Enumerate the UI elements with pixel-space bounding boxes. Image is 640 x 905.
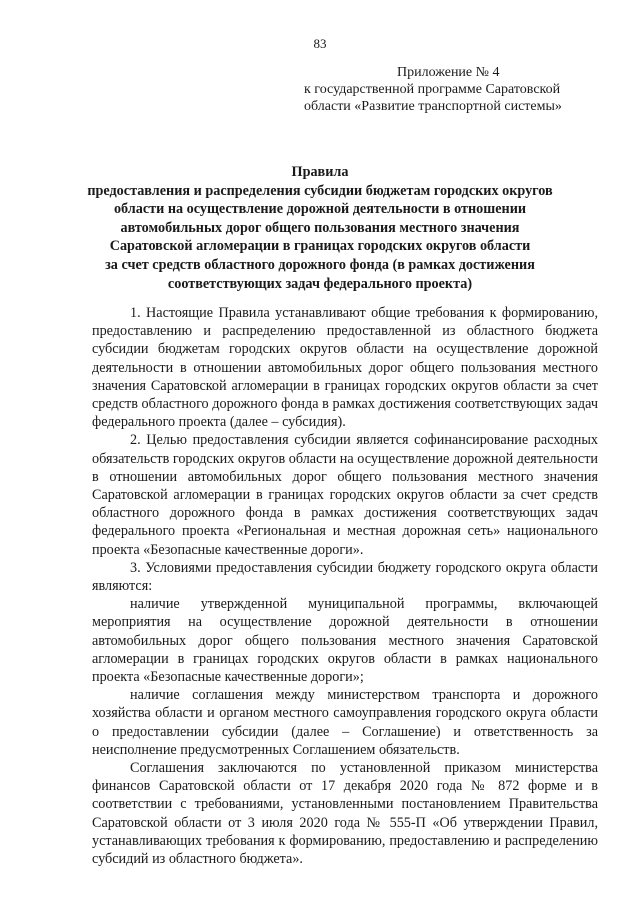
rules-title-line: автомобильных дорог общего пользования местного значения xyxy=(120,219,520,236)
annex-line-1: к государственной программе Саратовской xyxy=(304,82,561,97)
rules-title xyxy=(70,163,570,293)
rules-title-line: за счет средств областного дорожного фонда (в рамках достижения xyxy=(105,256,535,273)
rules-title-line: Саратовской агломерации в границах городских округов области xyxy=(109,238,531,255)
rules-title-line: области на осуществление дорожной деятельности в отношении xyxy=(113,201,527,218)
annex-block xyxy=(304,64,604,115)
rules-title-line: соответствующих задач федерального проекта) xyxy=(167,275,473,292)
paragraph-condition-2: наличие соглашения между министерством транспорта и дорожного хозяйства области и органом местного самоуправления городского округа области о предоставлении субсидии (далее – Соглашение) и ответственность за неисполнение предусмотренных Соглашением обязательств. xyxy=(92,687,598,758)
annex-line-2: области «Развитие транспортной системы» xyxy=(304,99,562,114)
document-body xyxy=(92,304,598,868)
paragraph-1: 1. Настоящие Правила устанавливают общие требования к формированию, предоставлению и распределению предоставленной из областного бюджета субсидии бюджетам городских округов области на осуществление дорожной деятельности в отношении автомобильных дорог общего пользования местного значения Саратовской агломерации в границах городских округов области за счет средств областного дорожного фонда в рамках достижения соответствующих задач федерального проекта (далее – субсидия). xyxy=(92,305,598,431)
rules-title-line: предоставления и распределения субсидии бюджетам городских округов xyxy=(87,182,553,199)
rules-title-line: Правила xyxy=(291,164,349,180)
annex-title: Приложение № 4 xyxy=(397,65,500,80)
paragraph-condition-1: наличие утвержденной муниципальной программы, включающей мероприятия на осуществление дорожной деятельности в отношении автомобильных дорог общего пользования местного значения Саратовской агломерации в границах городских округов области в рамках национального проекта «Безопасные качественные дороги»; xyxy=(92,596,598,686)
paragraph-2: 2. Целью предоставления субсидии является софинансирование расходных обязательств городских округов области на осуществление дорожной деятельности в отношении автомобильных дорог общего пользования местного значения Саратовской агломерации в границах городских округов области за счет средств областного дорожного фонда в рамках достижения соответствующих задач федерального проекта «Региональная и местная дорожная сеть» национального проекта «Безопасные качественные дороги». xyxy=(92,432,598,558)
paragraph-agreements: Соглашения заключаются по установленной приказом министерства финансов Саратовской области от 17 декабря 2020 года № 872 форме и в соответствии с требованиями, установленными постановлением Правительства Саратовской области от 3 июля 2020 года № 555-П «Об утверждении Правил, устанавливающих требования к формированию, предоставлению и распределению субсидий из областного бюджета». xyxy=(92,760,598,868)
page-number: 83 xyxy=(313,36,327,51)
paragraph-3: 3. Условиями предоставления субсидии бюджету городского округа области являются: xyxy=(92,559,598,595)
